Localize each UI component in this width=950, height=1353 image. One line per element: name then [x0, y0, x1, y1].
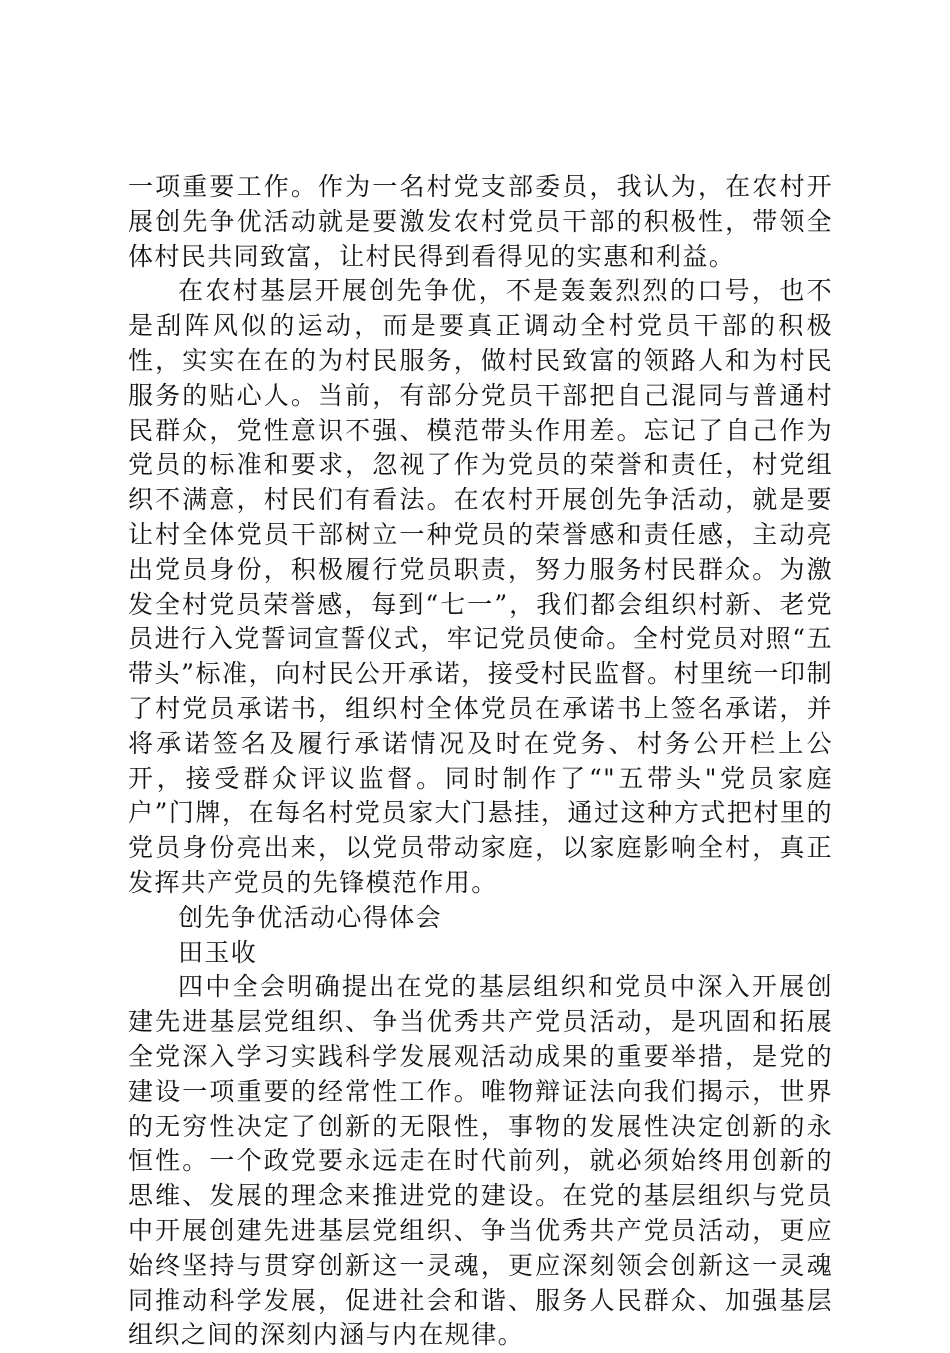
section-title: 创先争优活动心得体会 [178, 902, 443, 932]
author-name: 田玉收 [178, 937, 258, 967]
paragraph-body: 在农村基层开展创先争优，不是轰轰烈烈的口号，也不是刮阵风似的运动，而是要真正调动全村党员干部的积极性，实实在在的为村民服务，做村民致富的领路人和为村民服务的贴心人。当前，有部分党员干部把自己混同与普通村民群众，党性意识不强、模范带头作用差。忘记了自己作为党员的标准和要求，忽视了作为党员的荣誉和责任，村党组织不满意，村民们有看法。在农村开展创先争活动，就是要让村全体党员干部树立一种党员的荣誉感和责任感，主动亮出党员身份，积极履行党员职责，努力服务村民群众。为激发全村党员荣誉感，每到“七一”，我们都会组织村新、老党员进行入党誓词宣誓仪式，牢记党员使命。全村党员对照“五带头”标准，向村民公开承诺，接受村民监督。村里统一印制了村党员承诺书，组织村全体党员在承诺书上签名承诺，并将承诺签名及履行承诺情况及时在党务、村务公开栏上公开，接受群众评议监督。同时制作了“"五带头"党员家庭户”门牌，在每名村党员家大门悬挂，通过这种方式把村里的党员身份亮出来，以党员带动家庭，以家庭影响全村，真正发挥共产党员的先锋模范作用。 [128, 276, 833, 897]
document-body [128, 170, 833, 1353]
paragraph-closing: 四中全会明确提出在党的基层组织和党员中深入开展创建先进基层党组织、争当优秀共产党员活动，是巩固和拓展全党深入学习实践科学发展观活动成果的重要举措，是党的建设一项重要的经常性工作。唯物辩证法向我们揭示，世界的无穷性决定了创新的无限性，事物的发展性决定创新的永恒性。一个政党要永远走在时代前列，就必须始终用创新的思维、发展的理念来推进党的建设。在党的基层组织与党员中开展创建先进基层党组织、争当优秀共产党员活动，更应始终坚持与贯穿创新这一灵魂，更应深刻领会创新这一灵魂同推动科学发展，促进社会和谐、服务人民群众、加强基层组织之间的深刻内涵与内在规律。 [128, 972, 833, 1350]
paragraph-continued: 一项重要工作。作为一名村党支部委员，我认为，在农村开展创先争优活动就是要激发农村党员干部的积极性，带领全体村民共同致富，让村民得到看得见的实惠和利益。 [128, 172, 833, 271]
